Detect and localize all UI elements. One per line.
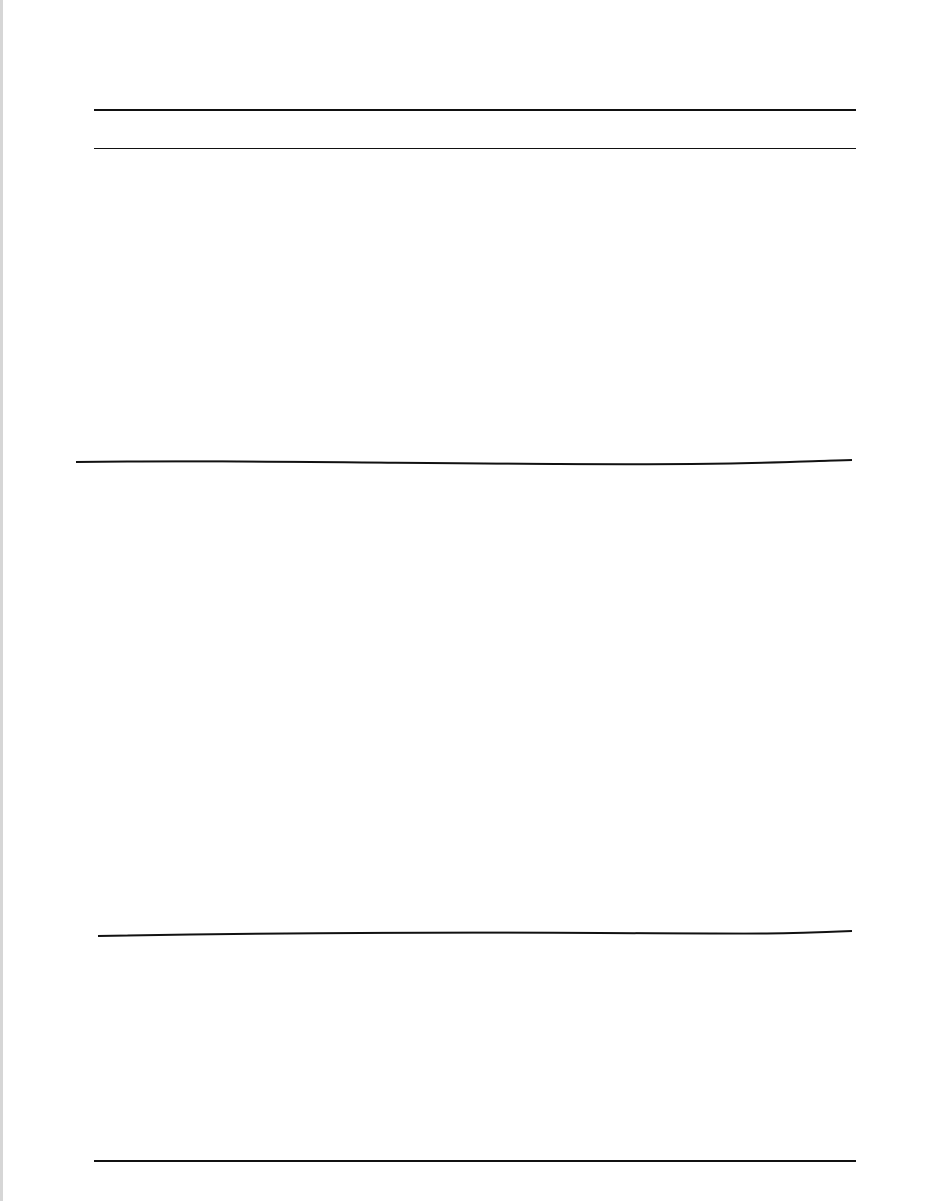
pen-line-2	[98, 931, 852, 936]
pen-line-1	[76, 460, 852, 464]
